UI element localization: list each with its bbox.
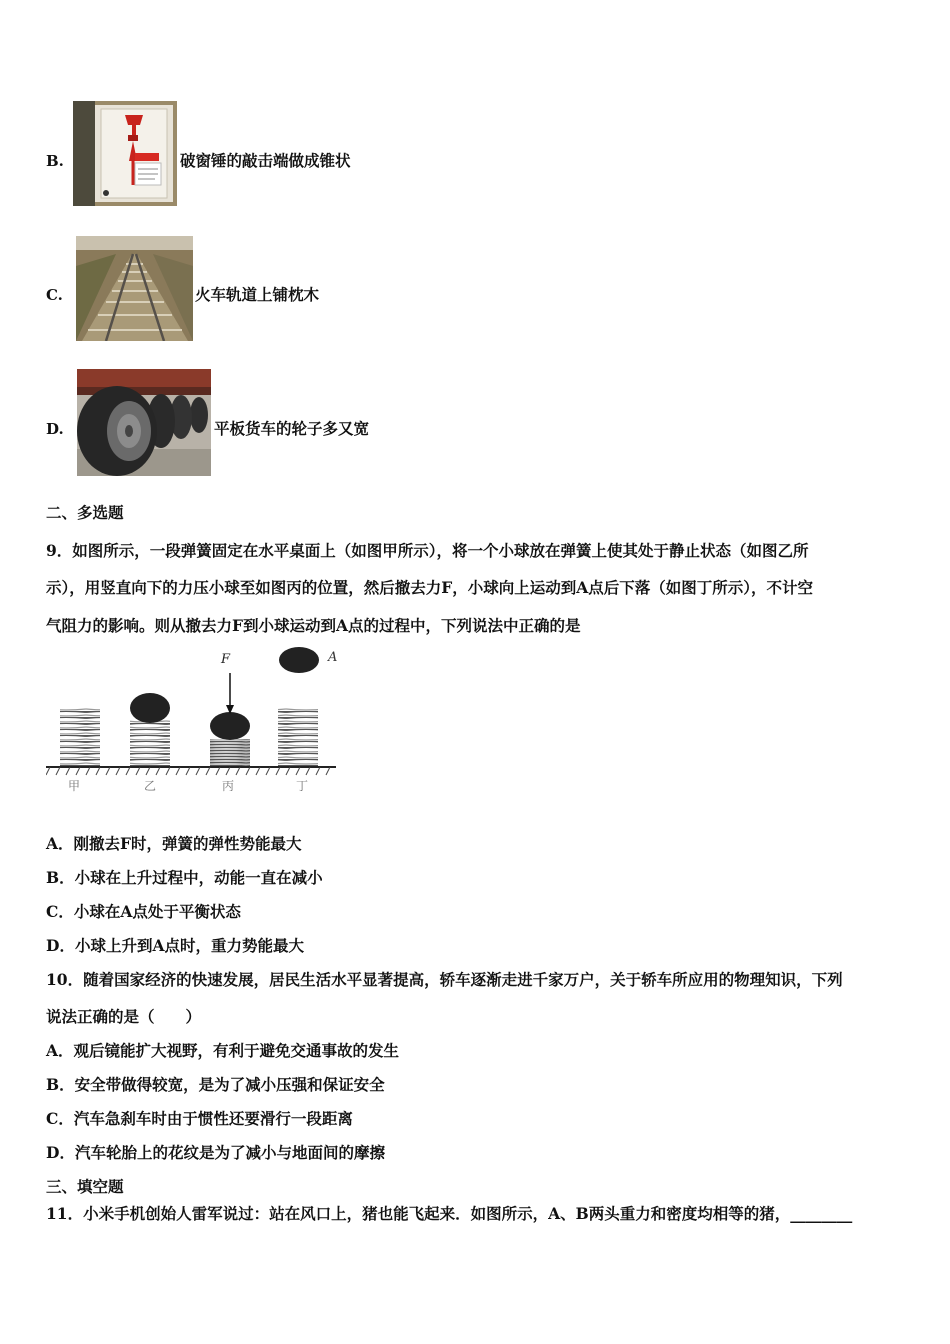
ball-ding xyxy=(279,647,319,673)
option-c-text: 火车轨道上铺枕木 xyxy=(195,285,320,304)
option-b-label: B. xyxy=(46,152,64,170)
q9-option-c: C．小球在A点处于平衡状态 xyxy=(46,902,241,921)
q10-option-a: A．观后镜能扩大视野，有利于避免交通事故的发生 xyxy=(46,1041,400,1060)
caption-yi: 乙 xyxy=(144,779,157,793)
point-a-label: A xyxy=(328,650,338,665)
ball-bing xyxy=(210,712,250,740)
truck-wheels-photo xyxy=(77,369,211,476)
ground-hatching xyxy=(46,767,330,775)
q10-option-c: C．汽车急刹车时由于惯性还要滑行一段距离 xyxy=(46,1109,353,1128)
ball-yi xyxy=(130,693,170,723)
railway-photo xyxy=(76,236,193,341)
q10-option-d: D．汽车轮胎上的花纹是为了减小与地面间的摩擦 xyxy=(46,1143,385,1162)
q10-option-b: B．安全带做得较宽，是为了减小压强和保证安全 xyxy=(46,1075,385,1094)
spring-yi xyxy=(130,719,170,766)
option-d-label: D. xyxy=(46,420,64,438)
q11-line-1: 11．小米手机创始人雷军说过：站在风口上，猪也能飞起来．如图所示，A、B两头重力和密度均相等的猪，________ xyxy=(46,1204,853,1223)
spring-jia xyxy=(60,708,100,766)
spring-figure xyxy=(46,645,346,795)
q10-line-2: 说法正确的是（ ） xyxy=(46,1007,202,1026)
option-c-label: C. xyxy=(46,286,63,304)
force-label: F xyxy=(221,652,231,667)
q9-option-d: D．小球上升到A点时，重力势能最大 xyxy=(46,936,304,955)
section-2-title: 二、多选题 xyxy=(46,503,124,522)
option-d-text: 平板货车的轮子多又宽 xyxy=(214,419,370,438)
q9-line-1: 9．如图所示，一段弹簧固定在水平桌面上（如图甲所示），将一个小球放在弹簧上使其处于静止状态（如图乙所 xyxy=(46,541,809,560)
caption-ding: 丁 xyxy=(296,779,309,793)
q9-option-b: B．小球在上升过程中，动能一直在减小 xyxy=(46,868,323,887)
caption-bing: 丙 xyxy=(222,779,235,793)
spring-ding xyxy=(278,708,318,766)
q9-line-3: 气阻力的影响。则从撤去力F到小球运动到A点的过程中，下列说法中正确的是 xyxy=(46,616,581,635)
caption-jia: 甲 xyxy=(68,779,81,793)
section-3-title: 三、填空题 xyxy=(46,1177,124,1196)
q9-line-2: 示），用竖直向下的力压小球至如图丙的位置，然后撤去力F，小球向上运动到A点后下落（如图丁所示），不计空 xyxy=(46,578,814,597)
q10-line-1: 10．随着国家经济的快速发展，居民生活水平显著提高，轿车逐渐走进千家万户，关于轿车所应用的物理知识，下列 xyxy=(46,970,843,989)
spring-bing xyxy=(210,739,250,766)
option-b-text: 破窗锤的敲击端做成锥状 xyxy=(180,151,351,170)
q9-option-a: A．刚撤去F时，弹簧的弹性势能最大 xyxy=(46,834,302,853)
hammer-photo xyxy=(73,101,177,206)
